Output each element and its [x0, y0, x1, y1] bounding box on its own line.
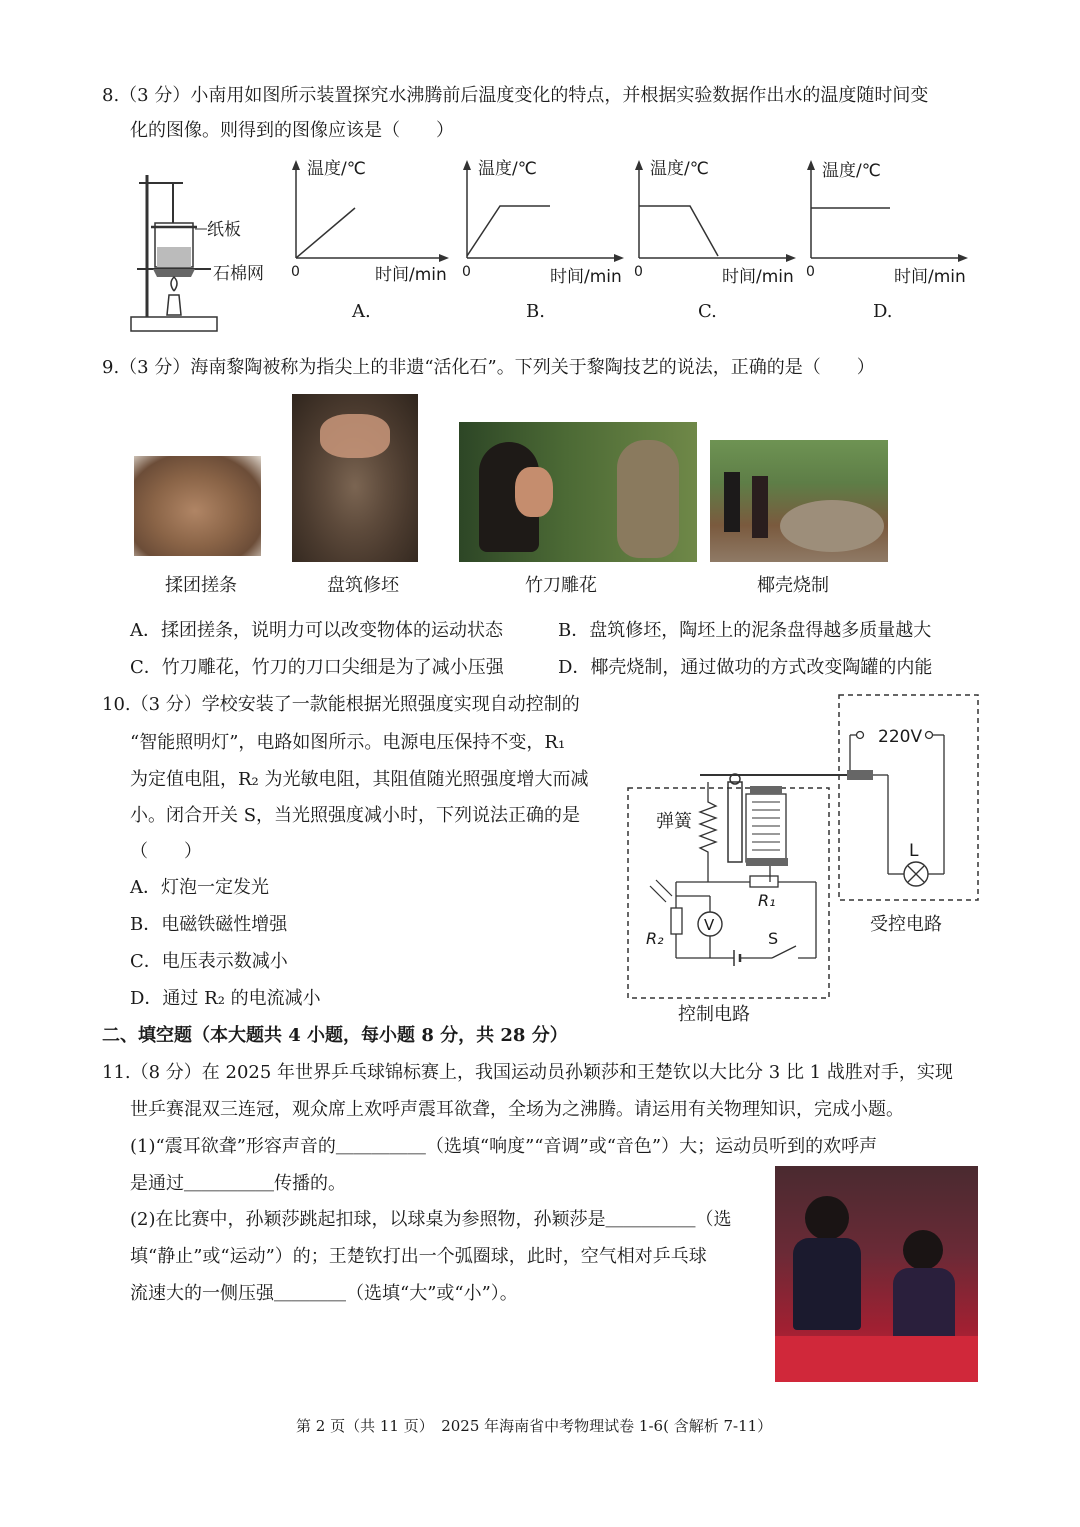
- graph-b: [454, 158, 626, 286]
- photo-kneading-clay: [134, 456, 261, 556]
- q8-stem-line2: 化的图像。则得到的图像应该是（ ）: [130, 120, 454, 141]
- q10-stem-line5: （ ）: [130, 841, 202, 862]
- r2-label: R₂: [646, 929, 664, 948]
- q9-option-a: A．揉团搓条，说明力可以改变物体的运动状态: [130, 620, 503, 641]
- graph-a-x-label: 时间/min: [375, 265, 447, 285]
- graph-c-y-label: 温度/℃: [650, 159, 709, 179]
- caption-carving: 竹刀雕花: [525, 575, 597, 596]
- q11-stem-line1: 11.（8 分）在 2025 年世界乒乓球锦标赛上，我国运动员孙颖莎和王楚钦以大比分 3 比 1 战胜对手，实现: [102, 1062, 953, 1083]
- q10-option-c: C．电压表示数减小: [130, 951, 288, 972]
- q10-stem-line1: 10.（3 分）学校安装了一款能根据光照强度实现自动控制的: [102, 694, 580, 715]
- photo-table-tennis-players: [775, 1166, 978, 1382]
- spring-label: 弹簧: [656, 811, 692, 832]
- caption-coiling: 盘筑修坯: [327, 575, 399, 596]
- q11-part2-line2: 填“静止”或“运动”）的；王楚钦打出一个弧圈球，此时，空气相对乒乓球: [130, 1246, 707, 1267]
- graph-c-x-label: 时间/min: [722, 267, 794, 286]
- control-circuit-label: 控制电路: [678, 1004, 750, 1025]
- q9-option-d: D．椰壳烧制，通过做功的方式改变陶罐的内能: [558, 657, 933, 678]
- section-2-heading: 二、填空题（本大题共 4 小题，每小题 8 分，共 28 分）: [102, 1025, 568, 1046]
- page-footer: 第 2 页（共 11 页） 2025 年海南省中考物理试卷 1-6( 含解析 7-11）: [296, 1417, 773, 1435]
- graph-b-origin: 0: [462, 264, 471, 280]
- graph-a-origin: 0: [291, 264, 300, 280]
- q8-option-c: C.: [698, 301, 717, 322]
- q8-option-a: A.: [352, 301, 371, 322]
- smart-light-circuit: [620, 690, 985, 1030]
- q8-option-d: D.: [873, 301, 893, 322]
- graph-d-y-label: 温度/℃: [822, 161, 881, 181]
- lamp-label: L: [909, 841, 919, 861]
- graph-d: [798, 158, 970, 286]
- q9-option-c: C．竹刀雕花，竹刀的刀口尖细是为了减小压强: [130, 657, 504, 678]
- graph-d-origin: 0: [806, 264, 815, 280]
- q10-stem-line4: 小。闭合开关 S，当光照强度减小时，下列说法正确的是: [130, 805, 581, 826]
- q11-part2-line1: (2)在比赛中，孙颖莎跳起扣球，以球桌为参照物，孙颖莎是＿＿＿＿＿（选: [130, 1209, 732, 1230]
- label-cardboard: 纸板: [207, 220, 241, 240]
- photo-coiling-pottery: [292, 394, 418, 562]
- q9-option-b: B．盘筑修坯，陶坯上的泥条盘得越多质量越大: [558, 620, 932, 641]
- voltmeter-label: V: [704, 916, 715, 934]
- boiling-apparatus: [125, 165, 275, 337]
- switch-label: S: [768, 929, 779, 948]
- graph-b-x-label: 时间/min: [550, 267, 622, 286]
- photo-coconut-firing: [710, 440, 888, 562]
- photo-bamboo-carving: [459, 422, 697, 562]
- graph-a-y-label: 温度/℃: [307, 159, 366, 179]
- graph-c-origin: 0: [634, 264, 643, 280]
- q8-option-b: B.: [526, 301, 545, 322]
- label-asbestos-net: 石棉网: [213, 264, 264, 284]
- graph-c: [626, 158, 798, 286]
- controlled-circuit-label: 受控电路: [870, 914, 942, 935]
- q11-part1-line1: (1)“震耳欲聋”形容声音的＿＿＿＿＿（选填“响度”“音调”或“音色”）大；运动员听到的欢呼声: [130, 1136, 878, 1157]
- graph-d-x-label: 时间/min: [894, 267, 966, 286]
- q10-option-b: B．电磁铁磁性增强: [130, 914, 288, 935]
- q9-stem: 9.（3 分）海南黎陶被称为指尖上的非遗“活化石”。下列关于黎陶技艺的说法，正确的是（ ）: [102, 357, 875, 378]
- caption-kneading: 揉团搓条: [165, 575, 237, 596]
- q10-stem-line3: 为定值电阻，R₂ 为光敏电阻，其阻值随光照强度增大而减: [130, 769, 589, 790]
- q10-option-a: A．灯泡一定发光: [130, 877, 269, 898]
- q11-stem-line2: 世乒赛混双三连冠，观众席上欢呼声震耳欲聋，全场为之沸腾。请运用有关物理知识，完成小题。: [130, 1099, 904, 1120]
- q11-part2-line3: 流速大的一侧压强＿＿＿＿（选填“大”或“小”）。: [130, 1283, 518, 1304]
- q10-option-d: D．通过 R₂ 的电流减小: [130, 988, 321, 1009]
- q8-stem-line1: 8.（3 分）小南用如图所示装置探究水沸腾前后温度变化的特点，并根据实验数据作出水的温度随时间变: [102, 85, 929, 106]
- caption-firing: 椰壳烧制: [757, 575, 829, 596]
- q11-part1-line2: 是通过＿＿＿＿＿传播的。: [130, 1173, 346, 1194]
- r1-label: R₁: [758, 891, 776, 910]
- graph-a: [283, 158, 451, 286]
- graph-b-y-label: 温度/℃: [478, 159, 537, 179]
- voltage-label: 220V: [878, 727, 923, 747]
- q10-stem-line2: “智能照明灯”，电路如图所示。电源电压保持不变，R₁: [130, 732, 566, 753]
